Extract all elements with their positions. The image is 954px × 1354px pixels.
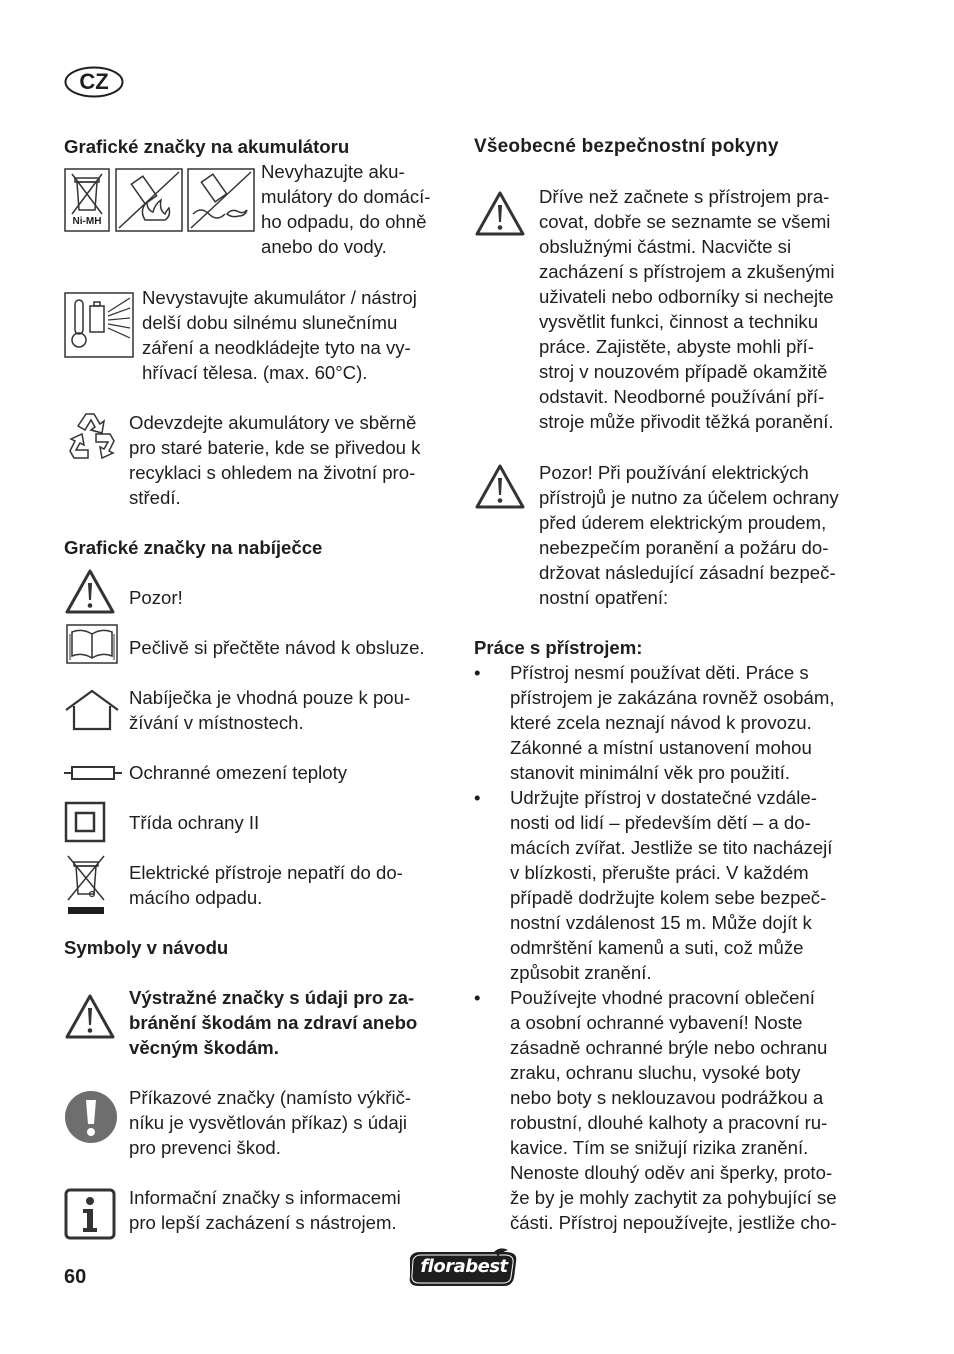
text-line: záření a neodkládejte tyto na vy- <box>142 337 411 358</box>
text-line: recyklaci s ohledem na životní pro- <box>129 462 416 483</box>
thermal-fuse-text: Ochranné omezení teploty <box>129 762 348 783</box>
list-item <box>474 785 874 985</box>
text-line: Příkazové značky (namísto výkřič- <box>129 1087 412 1108</box>
brand-logo-text: florabest <box>420 1256 508 1277</box>
text-line: vysvětlit funkci, činnost a techniku <box>539 311 819 332</box>
caution-text: Pozor! <box>129 587 183 608</box>
text-line: Výstražné značky s údaji pro za- <box>129 987 415 1008</box>
text-line: případě dodržujte kolem sebe bezpeč- <box>510 887 827 908</box>
class2-text: Třída ochrany II <box>129 812 260 833</box>
text-line: odmrštění kamenů a suti, což může <box>510 937 804 958</box>
text-line: Nevyhazujte aku- <box>261 161 405 182</box>
text-line: Dříve než začnete s přístrojem pra- <box>539 186 830 207</box>
text-line: obslužnými částmi. Nacvičte si <box>539 236 792 257</box>
text-line: Nabíječka je vhodná pouze k pou- <box>129 687 411 708</box>
text-line: Používejte vhodné pracovní oblečení <box>510 987 815 1008</box>
text-line: mácího odpadu. <box>129 887 263 908</box>
text-line: nebo boty s neklouzavou podrážkou a <box>510 1087 824 1108</box>
nimh-label: Ni-MH <box>72 216 102 227</box>
text-line: nosti od lidí – především dětí – a do- <box>510 812 811 833</box>
recycle-text <box>129 410 420 510</box>
text-line: držovat následující zásadní bezpeč- <box>539 562 836 583</box>
text-line: uživateli nebo odborníky si nechejte <box>539 286 834 307</box>
text-line: nebezpečím poranění a požáru do- <box>539 537 829 558</box>
text-line: v blízkosti, přerušte práci. V každém <box>510 862 809 883</box>
text-line: a osobní ochranné vybavení! Noste <box>510 1012 803 1033</box>
section-title-general-safety: Všeobecné bezpečnostní pokyny <box>474 136 779 157</box>
command-signs-text <box>129 1085 411 1160</box>
text-line: před úderem elektrickým proudem, <box>539 512 827 533</box>
text-line: Pozor! Při používání elektrických <box>539 462 809 483</box>
text-line: stroje může přivodit těžká poranění. <box>539 411 834 432</box>
battery-disposal-text <box>261 159 430 259</box>
text-line: žívání v místnostech. <box>129 712 304 733</box>
text-line: Informační značky s informacemi <box>129 1187 401 1208</box>
text-line: části. Přístroj nepoužívejte, jestliže cho- <box>510 1212 837 1233</box>
text-line: covat, dobře se seznamte se všemi <box>539 211 831 232</box>
text-line: zásadně ochranné brýle nebo ochranu <box>510 1037 828 1058</box>
text-line: způsobit zranění. <box>510 962 652 983</box>
heat-warning-text <box>142 285 417 385</box>
no-water-icon <box>187 168 255 232</box>
warning-triangle-icon <box>64 993 116 1041</box>
warning-triangle-icon <box>474 190 526 238</box>
section-title-manual-symbols: Symboly v návodu <box>64 937 229 958</box>
read-manual-icon <box>66 624 118 664</box>
text-line: že by je mohly zachytit za pohybující se <box>510 1187 837 1208</box>
no-fire-icon <box>115 168 183 232</box>
section-title-working: Práce s přístrojem: <box>474 637 643 658</box>
command-exclamation-icon <box>64 1090 118 1144</box>
indoor-use-text <box>129 685 410 735</box>
text-line: přístrojem je zakázána rovněž osobám, <box>510 687 835 708</box>
recycle-icon <box>64 408 120 464</box>
text-line: Odevzdejte akumulátory ve sběrně <box>129 412 417 433</box>
text-line: Udržujte přístroj v dostatečné vzdále- <box>510 787 817 808</box>
list-item <box>474 985 874 1235</box>
section-title-battery-symbols: Grafické značky na akumulátoru <box>64 136 350 157</box>
text-line: níku je vysvětlován příkaz) s údaji <box>129 1112 407 1133</box>
bullet-mark: • <box>474 787 481 808</box>
safety-bullet-list <box>474 660 874 1235</box>
text-line: odstavit. Neodborné používání pří- <box>539 386 825 407</box>
text-line: stanovit minimální věk pro použití. <box>510 762 791 783</box>
bullet-mark: • <box>474 987 481 1008</box>
info-icon <box>64 1188 116 1240</box>
sun-heat-icon <box>64 292 134 358</box>
text-line: nostní vzdálenost 15 m. Může dojít k <box>510 912 812 933</box>
text-line: které zcela neznají návod k provozu. <box>510 712 812 733</box>
language-badge <box>64 66 124 98</box>
text-line: robustní, dlouhé kalhoty a pracovní ru- <box>510 1112 828 1133</box>
text-line: pro staré baterie, kde se přivedou k <box>129 437 421 458</box>
language-badge-label: CZ <box>79 69 109 94</box>
text-line: hřívací tělesa. (max. 60°C). <box>142 362 368 383</box>
text-line: Přístroj nesmí používat děti. Práce s <box>510 662 809 683</box>
text-line: delší dobu silnému slunečnímu <box>142 312 398 333</box>
general-warning-text <box>539 184 835 434</box>
text-line: přístrojů je nutno za účelem ochrany <box>539 487 839 508</box>
text-line: zacházení s přístrojem a zkušenými <box>539 261 835 282</box>
text-line: Nenoste dlouhý oděv ani šperky, proto- <box>510 1162 833 1183</box>
text-line: práce. Zajistěte, abyste mohli pří- <box>539 336 814 357</box>
section-title-charger-symbols: Grafické značky na nabíječce <box>64 537 323 558</box>
text-line: anebo do vody. <box>261 236 387 257</box>
text-line: mulátory do domácí- <box>261 186 431 207</box>
read-manual-text: Pečlivě si přečtěte návod k obsluze. <box>129 637 425 658</box>
warning-triangle-icon <box>474 463 526 511</box>
bullet-mark: • <box>474 662 481 683</box>
text-line: Elektrické přístroje nepatří do do- <box>129 862 403 883</box>
list-item <box>474 660 874 785</box>
electrical-warning-text <box>539 460 839 610</box>
text-line: Zákonné a místní ustanovení mohou <box>510 737 812 758</box>
weee-bin-icon <box>64 852 108 916</box>
indoor-house-icon <box>64 688 120 732</box>
text-line: ho odpadu, do ohně <box>261 211 427 232</box>
warning-triangle-icon <box>64 568 116 616</box>
text-line: pro prevenci škod. <box>129 1137 281 1158</box>
thermal-fuse-icon <box>64 765 122 781</box>
warning-signs-text <box>129 985 417 1060</box>
text-line: pro lepší zacházení s nástrojem. <box>129 1212 397 1233</box>
text-line: kavice. Tím se snižují rizika zranění. <box>510 1137 809 1158</box>
nimh-bin-icon <box>64 168 110 232</box>
text-line: nostní opatření: <box>539 587 669 608</box>
weee-text <box>129 860 403 910</box>
page-number: 60 <box>64 1266 87 1288</box>
info-signs-text <box>129 1185 401 1235</box>
brand-logo <box>406 1248 520 1288</box>
text-line: mácích zvířat. Jestliže se tito nacházejí <box>510 837 833 858</box>
text-line: bránění škodám na zdraví anebo <box>129 1012 418 1033</box>
text-line: středí. <box>129 487 181 508</box>
text-line: Nevystavujte akumulátor / nástroj <box>142 287 417 308</box>
text-line: zraku, ochranu sluchu, vysoké boty <box>510 1062 801 1083</box>
class2-insulation-icon <box>64 801 106 843</box>
text-line: věcným škodám. <box>129 1037 279 1058</box>
text-line: stroj v nouzovém případě okamžitě <box>539 361 828 382</box>
